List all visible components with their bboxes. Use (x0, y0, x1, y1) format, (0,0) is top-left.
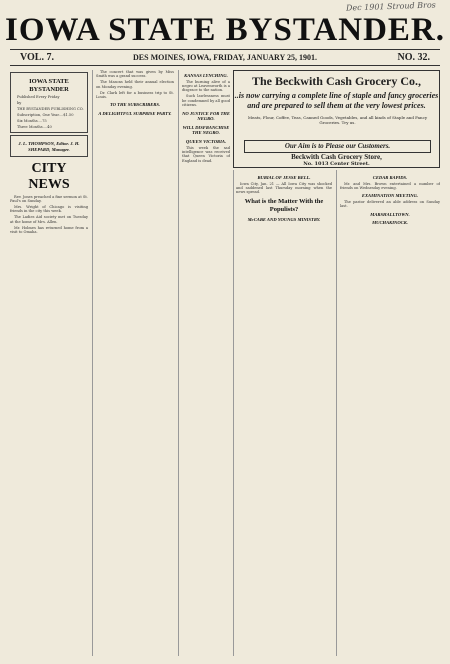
news-item: The Ladies Aid society met on Tuesday at the home of Mrs. Allen. (10, 215, 88, 224)
marshalltown-heading: MARSHALLTOWN. (370, 211, 410, 217)
mccabe-heading: McCABE AND YOUNGS MINISTRY. (247, 216, 321, 222)
subscription-line: Published Every Friday (17, 95, 60, 99)
volume-label: VOL. 7. (20, 52, 54, 63)
city-news-heading: CITY NEWS (28, 160, 70, 192)
news-item: Such lawlessness must be condemned by all good citizens. (182, 94, 230, 108)
cedar-rapids-heading: CEDAR RAPIDS. (372, 175, 408, 180)
no-justice-heading: NO JUSTICE FOR THE NEGRO. (182, 110, 230, 122)
ad-address: No. 1013 Center Street. (303, 161, 370, 167)
news-item: The pastor delivered an able address on Sunday last. (340, 200, 440, 209)
column-divider (336, 170, 337, 656)
column-divider (233, 170, 234, 656)
ad-tagline: ..is now carrying a complete line of staple and fancy groceries and are prepared to sell them at the very lowest prices. (234, 91, 439, 110)
disfranchise-heading: WILL DISFRANCHISE THE NEGRO. (182, 124, 230, 136)
news-item: Mr. Holmes has returned home from a visit to Omaha. (10, 225, 88, 234)
masthead-rule-bottom (10, 65, 440, 66)
queen-text: This week the sad intelligence was received that Queen Victoria of England is dead. (182, 145, 230, 163)
column-divider (92, 70, 93, 656)
publishers-box (10, 135, 88, 156)
queen-victoria-heading: QUEEN VICTORIA. (185, 138, 227, 144)
dateline: DES MOINES, IOWA, FRIDAY, JANUARY 25, 1901. (133, 53, 317, 62)
subscription-line: Subscription, One Year....$1.50 (17, 112, 74, 117)
subscription-heading: IOWA STATE BYSTANDER (29, 78, 69, 93)
column-divider (178, 70, 179, 656)
ad-product-list: Meats, Flour, Coffee, Teas, Canned Goods, Vegetables, and all kinds of Staple and Fancy Groceries. Try us. (247, 115, 428, 125)
subscription-line: Three Months....40 (17, 124, 52, 129)
news-item: Rev. Jones preached a fine sermon at St. Paul's on Sunday. (10, 194, 88, 204)
subscription-line: THE BYSTANDER PUBLISHING CO. (17, 106, 84, 111)
ad-title: The Beckwith Cash Grocery Co., (251, 74, 422, 88)
issue-number: NO. 32. (397, 52, 430, 63)
news-item: The burning alive of a negro at Leavenworth is a disgrace to the nation. (182, 79, 230, 93)
examination-heading: EXAMINATION MEETING. (361, 193, 419, 199)
surprise-party-heading: A DELIGHTFUL SURPRISE PARTY. (98, 111, 172, 117)
column-2 (96, 70, 174, 658)
news-item: Mrs. Wright of Chicago is visiting friends in the city this week. (10, 204, 88, 214)
kansas-lynching-heading: KANSAS LYNCHING. (184, 73, 228, 78)
column-5 (340, 172, 440, 658)
ad-store-name: Beckwith Cash Grocery Store, (291, 153, 382, 161)
to-subscribers-heading: TO THE SUBSCRIBERS. (109, 102, 161, 108)
muchakinock-heading: MUCHAKINOCK. (372, 220, 408, 226)
ad-banner: Our Aim is to Please our Customers. (244, 140, 431, 153)
column-4 (236, 172, 332, 658)
news-item: Iowa City, Jan. 21 — All Iowa City was shocked and saddened last Thursday morning when the news spread. (236, 181, 332, 195)
populists-heading: What is the Matter With the Populists? (244, 197, 324, 213)
handwritten-note: Dec 1901 Stroud Bros (346, 0, 437, 13)
column-3 (182, 70, 230, 658)
subscription-line: Six Months....75 (17, 118, 47, 123)
subscription-line: by (17, 100, 22, 105)
burial-heading: BURIAL OF JESSE BELL. (257, 175, 311, 180)
column-1 (10, 70, 88, 658)
news-item: Mr. and Mrs. Brown entertained a number of friends on Wednesday evening. (340, 181, 440, 190)
masthead-title: IOWA STATE BYSTANDER. (4, 12, 446, 48)
beckwith-advertisement (233, 70, 440, 168)
news-item: The Masons held their annual election on Monday evening. (96, 80, 174, 89)
masthead-rule-top (10, 49, 440, 50)
subscription-box (10, 72, 88, 133)
publishers: J. L. THOMPSON, Editor. J. H. SHEPARD, Manager. (18, 141, 80, 153)
news-item: The concert that was given by Miss Smith was a grand success. (96, 70, 174, 79)
news-item: Dr. Clark left for a business trip to St. Louis. (96, 90, 174, 100)
